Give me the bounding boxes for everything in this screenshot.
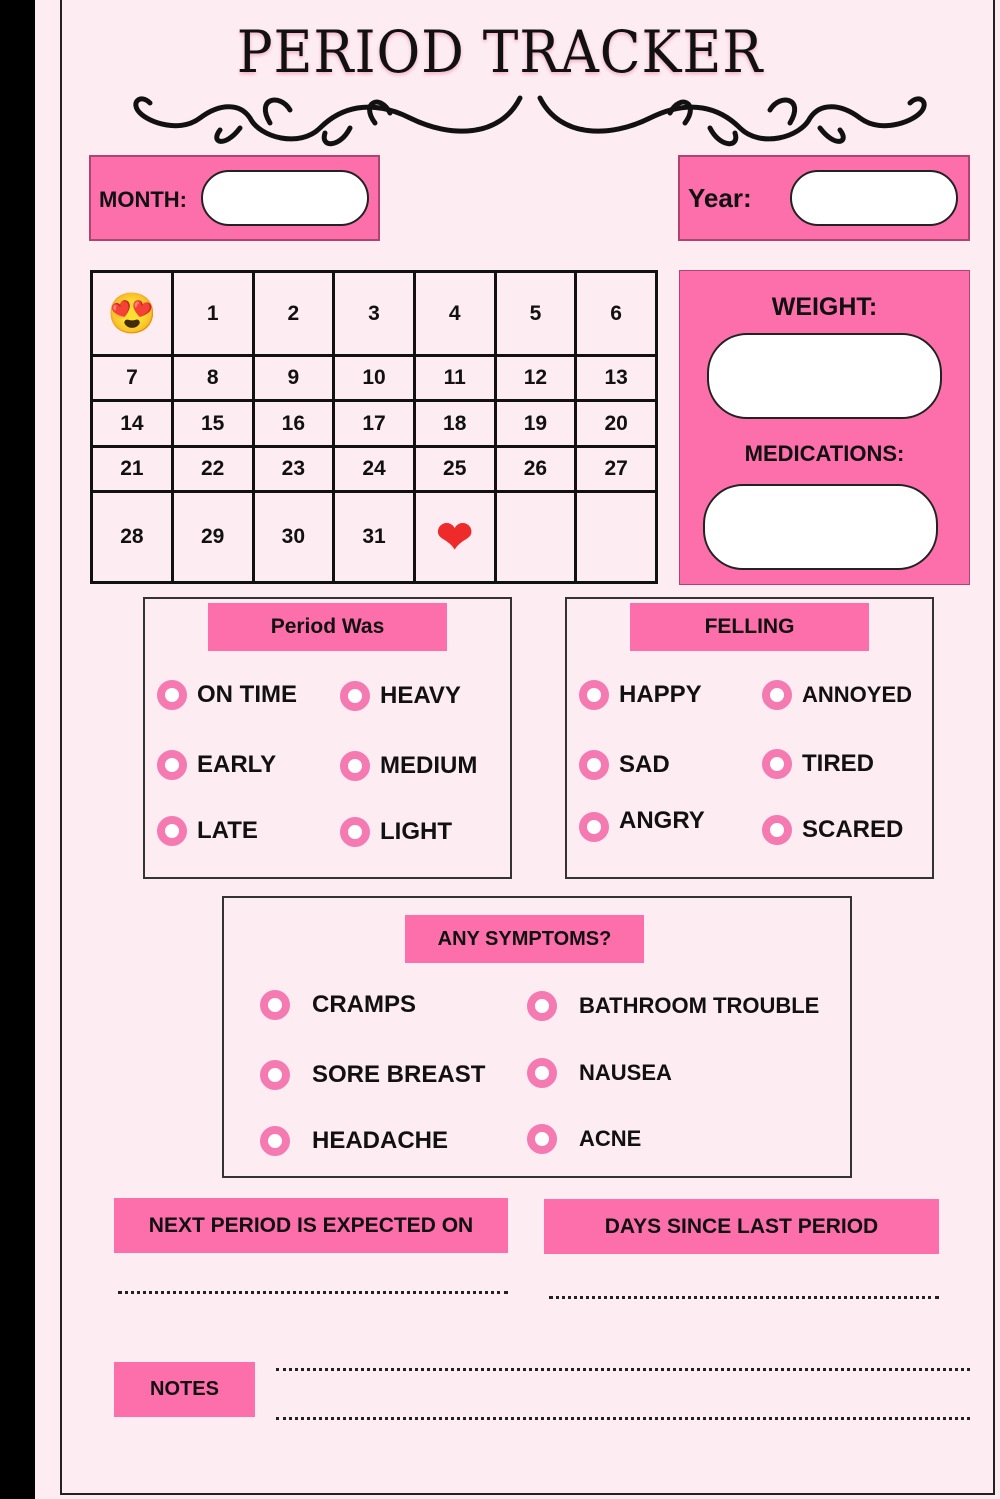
option-label: ANNOYED <box>802 682 913 707</box>
calendar-day[interactable]: 29 <box>172 492 253 583</box>
option-sore-breast[interactable] <box>260 1060 485 1090</box>
option-heavy[interactable] <box>340 681 461 711</box>
radio-icon <box>762 680 792 710</box>
radio-icon <box>579 680 609 710</box>
calendar-day[interactable]: 22 <box>172 446 253 491</box>
option-label: SORE BREAST <box>312 1061 486 1088</box>
option-label: EARLY <box>197 751 277 778</box>
heart-icon[interactable]: ❤ <box>414 492 495 583</box>
calendar-day[interactable]: 10 <box>334 356 415 401</box>
option-sad[interactable] <box>579 750 670 780</box>
option-label: ANGRY <box>619 807 705 834</box>
calendar-day[interactable]: 7 <box>92 356 173 401</box>
calendar-day[interactable]: 11 <box>414 356 495 401</box>
calendar-empty-cell[interactable] <box>495 492 576 583</box>
radio-icon <box>340 751 370 781</box>
calendar-day[interactable]: 19 <box>495 401 576 446</box>
option-label: HEAVY <box>380 682 461 709</box>
option-annoyed[interactable] <box>762 680 912 710</box>
period-was-title: Period Was <box>208 603 447 651</box>
medications-input[interactable] <box>703 484 938 570</box>
calendar-day[interactable]: 18 <box>414 401 495 446</box>
option-label: TIRED <box>802 750 874 777</box>
option-label: BATHROOM TROUBLE <box>579 993 820 1018</box>
option-label: NAUSEA <box>579 1060 672 1085</box>
medications-label: MEDICATIONS: <box>744 441 905 466</box>
calendar-day[interactable]: 23 <box>253 446 334 491</box>
calendar-day[interactable]: 9 <box>253 356 334 401</box>
option-cramps[interactable] <box>260 990 416 1020</box>
radio-icon <box>157 680 187 710</box>
calendar-day[interactable]: 24 <box>334 446 415 491</box>
radio-icon <box>260 990 290 1020</box>
calendar-day[interactable]: 8 <box>172 356 253 401</box>
option-label: LIGHT <box>380 818 452 845</box>
option-bathroom-trouble[interactable] <box>527 991 819 1021</box>
calendar-day[interactable]: 26 <box>495 446 576 491</box>
year-box <box>678 155 970 241</box>
calendar-row <box>92 492 657 583</box>
calendar-day[interactable]: 30 <box>253 492 334 583</box>
option-tired[interactable] <box>762 749 874 779</box>
left-border-strip <box>0 0 35 1499</box>
calendar-day[interactable]: 6 <box>576 272 657 356</box>
calendar-day[interactable]: 20 <box>576 401 657 446</box>
radio-icon <box>527 1124 557 1154</box>
radio-icon <box>157 750 187 780</box>
calendar-day[interactable]: 31 <box>334 492 415 583</box>
weight-medications-box <box>679 270 970 585</box>
calendar-day[interactable]: 1 <box>172 272 253 356</box>
calendar-day[interactable]: 15 <box>172 401 253 446</box>
calendar-day[interactable]: 28 <box>92 492 173 583</box>
calendar-row <box>92 356 657 401</box>
notes-line-2[interactable] <box>276 1417 970 1420</box>
calendar-empty-cell[interactable] <box>576 492 657 583</box>
radio-icon <box>260 1060 290 1090</box>
radio-icon <box>527 991 557 1021</box>
symptoms-title: ANY SYMPTOMS? <box>405 915 644 963</box>
weight-label: WEIGHT: <box>771 293 878 321</box>
radio-icon <box>527 1058 557 1088</box>
radio-icon <box>260 1126 290 1156</box>
option-on-time[interactable] <box>157 680 297 710</box>
option-scared[interactable] <box>762 815 903 845</box>
feeling-title: FELLING <box>630 603 869 651</box>
calendar-day[interactable]: 13 <box>576 356 657 401</box>
option-label: MEDIUM <box>380 752 478 779</box>
calendar-day[interactable]: 16 <box>253 401 334 446</box>
option-nausea[interactable] <box>527 1058 672 1088</box>
calendar-day[interactable]: 14 <box>92 401 173 446</box>
days-since-label: DAYS SINCE LAST PERIOD <box>544 1199 939 1254</box>
calendar-day[interactable]: 27 <box>576 446 657 491</box>
radio-icon <box>579 812 609 842</box>
option-angry[interactable] <box>579 807 705 842</box>
radio-icon <box>157 816 187 846</box>
weight-input[interactable] <box>707 333 942 419</box>
calendar-day[interactable]: 5 <box>495 272 576 356</box>
calendar-day[interactable]: 4 <box>414 272 495 356</box>
calendar-day[interactable]: 17 <box>334 401 415 446</box>
calendar-day[interactable]: 12 <box>495 356 576 401</box>
radio-icon <box>340 817 370 847</box>
option-happy[interactable] <box>579 680 702 710</box>
notes-label: NOTES <box>114 1362 255 1417</box>
next-period-line[interactable] <box>118 1291 508 1294</box>
option-label: HAPPY <box>619 681 702 708</box>
option-label: CRAMPS <box>312 991 417 1018</box>
month-input[interactable] <box>201 170 369 226</box>
month-label: MONTH: <box>99 187 187 212</box>
option-label: LATE <box>197 817 258 844</box>
calendar-day[interactable]: 2 <box>253 272 334 356</box>
option-label: SAD <box>619 751 670 778</box>
option-late[interactable] <box>157 816 258 846</box>
calendar-grid <box>90 270 658 584</box>
next-period-label: NEXT PERIOD IS EXPECTED ON <box>114 1198 508 1253</box>
radio-icon <box>579 750 609 780</box>
calendar-day[interactable]: 25 <box>414 446 495 491</box>
option-early[interactable] <box>157 750 276 780</box>
option-acne[interactable] <box>527 1124 641 1154</box>
radio-icon <box>762 749 792 779</box>
calendar-row <box>92 446 657 491</box>
option-label: ACNE <box>579 1126 642 1151</box>
calendar-day[interactable]: 3 <box>334 272 415 356</box>
radio-icon <box>762 815 792 845</box>
flourish-ornament-icon <box>120 88 940 153</box>
heart-eyes-emoji-icon[interactable]: 😍 <box>92 272 173 356</box>
month-box <box>89 155 380 241</box>
calendar-row <box>92 272 657 356</box>
option-light[interactable] <box>340 817 452 847</box>
option-medium[interactable] <box>340 751 477 781</box>
option-label: SCARED <box>802 816 904 843</box>
radio-icon <box>340 681 370 711</box>
option-headache[interactable] <box>260 1126 448 1156</box>
option-label: ON TIME <box>197 681 297 708</box>
year-label: Year: <box>688 183 752 213</box>
days-since-line[interactable] <box>549 1296 939 1299</box>
page-title: PERIOD TRACKER <box>236 18 764 86</box>
notes-line-1[interactable] <box>276 1368 970 1371</box>
calendar-day[interactable]: 21 <box>92 446 173 491</box>
option-label: HEADACHE <box>312 1127 449 1154</box>
year-input[interactable] <box>790 170 958 226</box>
calendar-row <box>92 401 657 446</box>
